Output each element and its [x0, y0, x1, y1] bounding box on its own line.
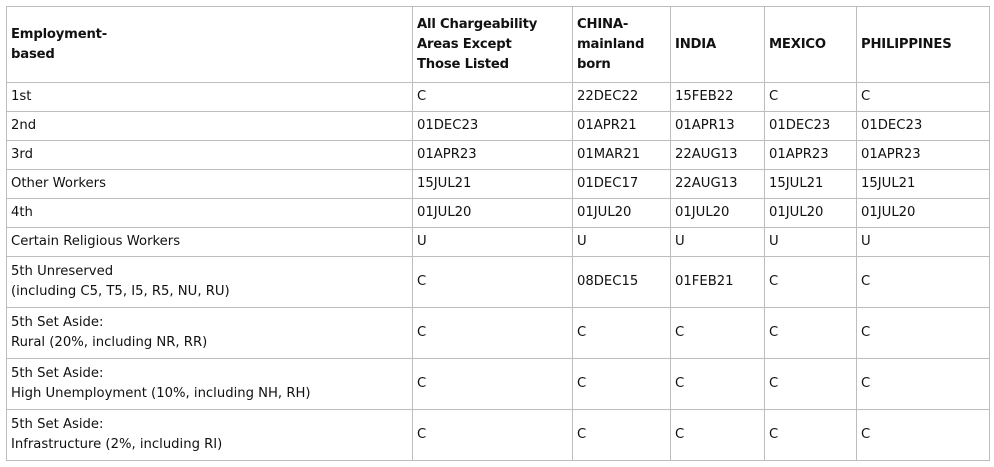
- date-cell: 01APR23: [765, 141, 857, 170]
- header-philippines: PHILIPPINES: [857, 7, 990, 83]
- date-cell: 01FEB21: [671, 257, 765, 308]
- date-cell: C: [671, 359, 765, 410]
- date-cell: 01DEC17: [573, 170, 671, 199]
- table-row: [7, 199, 990, 228]
- date-cell: 01JUL20: [765, 199, 857, 228]
- date-cell: 01JUL20: [573, 199, 671, 228]
- category-cell: 2nd: [7, 112, 413, 141]
- date-cell: C: [573, 410, 671, 461]
- category-cell: 5th Unreserved (including C5, T5, I5, R5, NU, RU): [7, 257, 413, 308]
- table-row: [7, 83, 990, 112]
- date-cell: C: [857, 308, 990, 359]
- header-all-chargeability: All Chargeability Areas Except Those Listed: [413, 7, 573, 83]
- date-cell: 22AUG13: [671, 170, 765, 199]
- header-india: INDIA: [671, 7, 765, 83]
- table-row: [7, 228, 990, 257]
- date-cell: C: [765, 308, 857, 359]
- visa-bulletin-table: [6, 6, 990, 461]
- header-row: [7, 7, 990, 83]
- category-cell: 1st: [7, 83, 413, 112]
- date-cell: 08DEC15: [573, 257, 671, 308]
- date-cell: 01MAR21: [573, 141, 671, 170]
- date-cell: C: [765, 257, 857, 308]
- category-cell: 3rd: [7, 141, 413, 170]
- date-cell: 01JUL20: [671, 199, 765, 228]
- date-cell: C: [765, 83, 857, 112]
- date-cell: C: [413, 257, 573, 308]
- date-cell: C: [857, 410, 990, 461]
- date-cell: 15JUL21: [765, 170, 857, 199]
- date-cell: 01APR21: [573, 112, 671, 141]
- date-cell: C: [573, 308, 671, 359]
- date-cell: 01APR23: [857, 141, 990, 170]
- table-row: [7, 410, 990, 461]
- category-cell: Other Workers: [7, 170, 413, 199]
- date-cell: C: [857, 83, 990, 112]
- date-cell: 15JUL21: [857, 170, 990, 199]
- table-row: [7, 359, 990, 410]
- date-cell: 15FEB22: [671, 83, 765, 112]
- date-cell: C: [413, 410, 573, 461]
- date-cell: C: [413, 359, 573, 410]
- category-cell: 5th Set Aside: High Unemployment (10%, including NH, RH): [7, 359, 413, 410]
- date-cell: 01APR23: [413, 141, 573, 170]
- date-cell: U: [765, 228, 857, 257]
- date-cell: 01DEC23: [857, 112, 990, 141]
- date-cell: U: [857, 228, 990, 257]
- date-cell: C: [671, 410, 765, 461]
- category-cell: 5th Set Aside: Rural (20%, including NR, RR): [7, 308, 413, 359]
- header-mexico: MEXICO: [765, 7, 857, 83]
- date-cell: 01JUL20: [857, 199, 990, 228]
- date-cell: C: [413, 83, 573, 112]
- date-cell: 01DEC23: [765, 112, 857, 141]
- category-cell: Certain Religious Workers: [7, 228, 413, 257]
- date-cell: C: [413, 308, 573, 359]
- category-cell: 5th Set Aside: Infrastructure (2%, including RI): [7, 410, 413, 461]
- date-cell: 15JUL21: [413, 170, 573, 199]
- table-row: [7, 170, 990, 199]
- table-row: [7, 257, 990, 308]
- date-cell: C: [857, 359, 990, 410]
- table-row: [7, 112, 990, 141]
- category-cell: 4th: [7, 199, 413, 228]
- date-cell: C: [765, 359, 857, 410]
- date-cell: U: [413, 228, 573, 257]
- date-cell: 22AUG13: [671, 141, 765, 170]
- date-cell: U: [671, 228, 765, 257]
- date-cell: C: [573, 359, 671, 410]
- date-cell: C: [671, 308, 765, 359]
- date-cell: 22DEC22: [573, 83, 671, 112]
- date-cell: 01DEC23: [413, 112, 573, 141]
- date-cell: 01JUL20: [413, 199, 573, 228]
- date-cell: C: [765, 410, 857, 461]
- table-row: [7, 141, 990, 170]
- date-cell: 01APR13: [671, 112, 765, 141]
- header-employment-based: Employment- based: [7, 7, 413, 83]
- header-china: CHINA- mainland born: [573, 7, 671, 83]
- table-row: [7, 308, 990, 359]
- date-cell: C: [857, 257, 990, 308]
- date-cell: U: [573, 228, 671, 257]
